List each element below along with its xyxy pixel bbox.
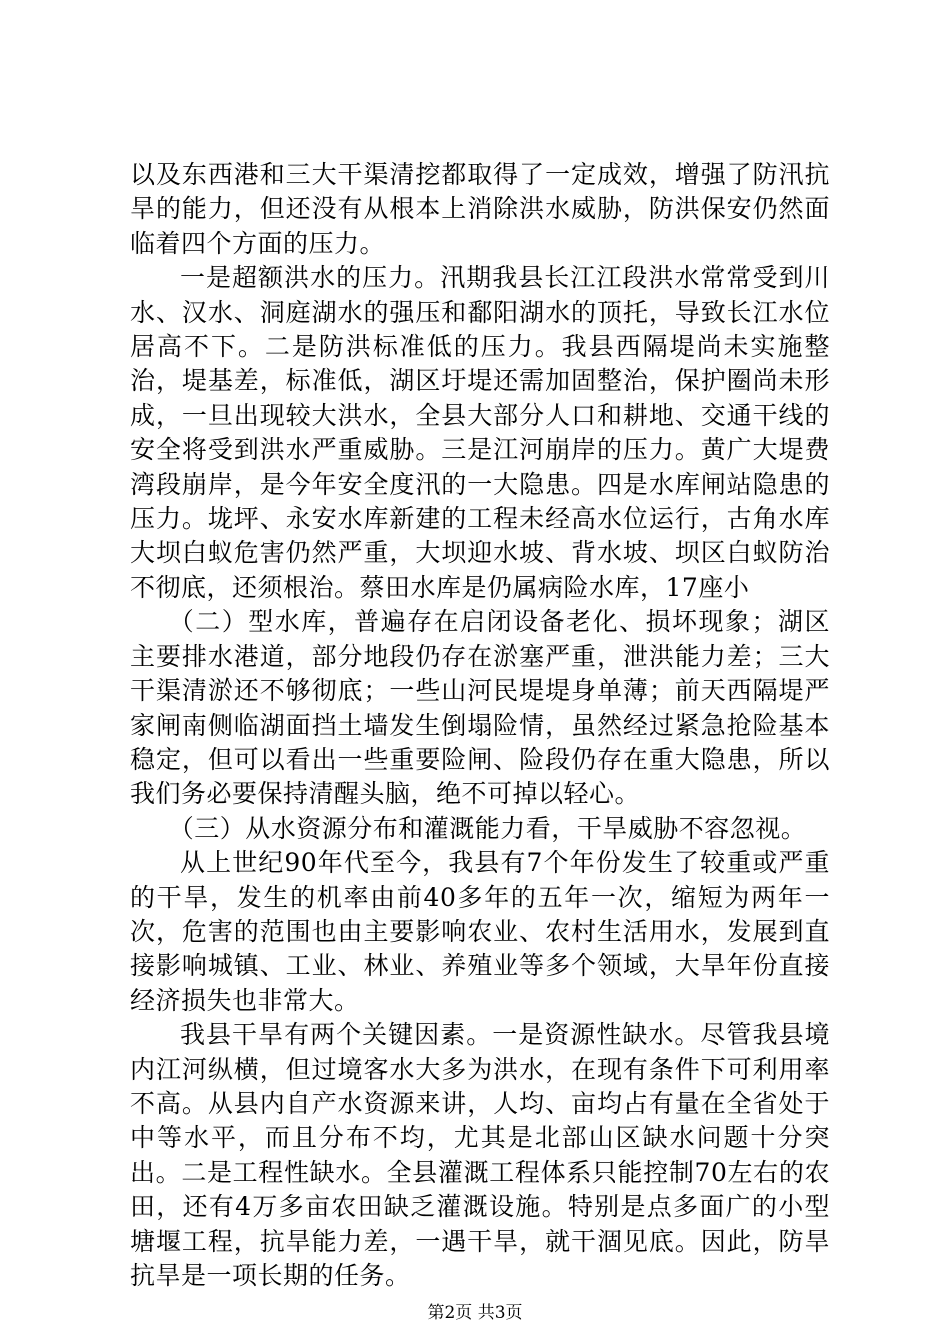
section-heading-3: （三）从水资源分布和灌溉能力看，干旱威胁不容忽视。	[168, 813, 807, 843]
paragraph-1: 以及东西港和三大干渠清挖都取得了一定成效，增强了防汛抗旱的能力，但还没有从根本上消除洪水威胁，防洪保安仍然面临着四个方面的压力。	[130, 160, 830, 258]
paragraph-2: 一是超额洪水的压力。汛期我县长江江段洪水常常受到川水、汉水、洞庭湖水的强压和鄱阳湖水的顶托，导致长江水位居高不下。二是防洪标准低的压力。我县西隔堤尚未实施整治，堤基差，标准低，湖区圩堤还需加固整治，保护圈尚未形成，一旦出现较大洪水，全县大部分人口和耕地、交通干线的安全将受到洪水严重威胁。三是江河崩岸的压力。黄广大堤费湾段崩岸，是今年安全度汛的一大隐患。四是水库闸站隐患的压力。垅坪、永安水库新建的工程未经高水位运行，古角水库大坝白蚁危害仍然严重，大坝迎水坡、背水坡、坝区白蚁防治不彻底，还须根治。蔡田水库是仍属病险水库，17座小	[130, 263, 830, 602]
paragraph-5: 我县干旱有两个关键因素。一是资源性缺水。尽管我县境内江河纵横，但过境客水大多为洪水，在现有条件下可利用率不高。从县内自产水资源来讲，人均、亩均占有量在全省处于中等水平，而且分布不均，尤其是北部山区缺水问题十分突出。二是工程性缺水。全县灌溉工程体系只能控制70左右的农田，还有4万多亩农田缺乏灌溉设施。特别是点多面广的小型塘堰工程，抗旱能力差，一遇干旱，就干涸见底。因此，防旱抗旱是一项长期的任务。	[130, 1020, 830, 1290]
document-body	[130, 158, 830, 1293]
paragraph-4: 从上世纪90年代至今，我县有7个年份发生了较重或严重的干旱，发生的机率由前40多年的五年一次，缩短为两年一次，危害的范围也由主要影响农业、农村生活用水，发展到直接影响城镇、工业、林业、养殖业等多个领域，大旱年份直接经济损失也非常大。	[130, 848, 830, 1015]
paragraph-3: （二）型水库，普遍存在启闭设备老化、损坏现象；湖区主要排水港道，部分地段仍存在淤塞严重，泄洪能力差；三大干渠清淤还不够彻底；一些山河民堤堤身单薄；前天西隔堤严家闸南侧临湖面挡土墙发生倒塌险情，虽然经过紧急抢险基本稳定，但可以看出一些重要险闸、险段仍存在重大隐患，所以我们务必要保持清醒头脑，绝不可掉以轻心。	[130, 607, 830, 809]
page-footer: 第2页 共3页	[427, 1303, 523, 1323]
